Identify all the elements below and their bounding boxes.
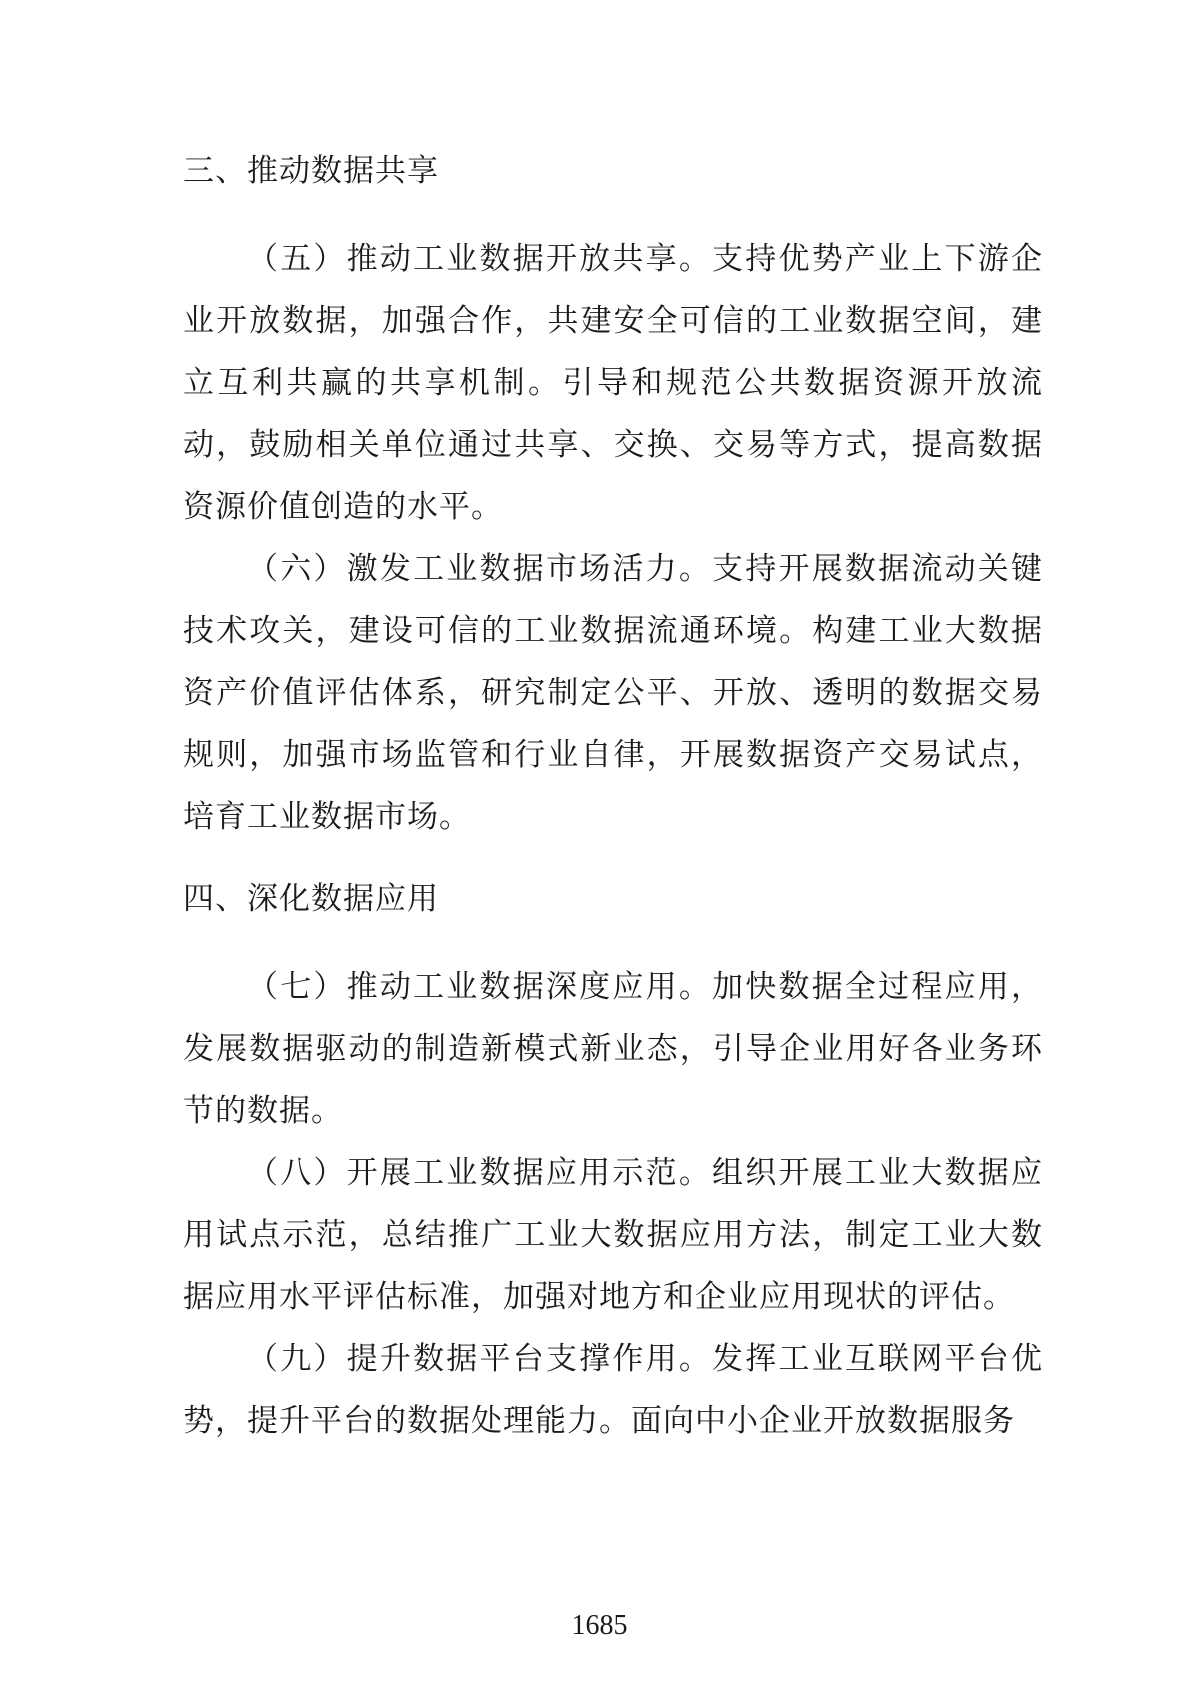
spacer <box>183 202 1043 228</box>
document-body <box>183 140 1043 1452</box>
section-4 <box>183 868 1043 1452</box>
paragraph-6: （六）激发工业数据市场活力。支持开展数据流动关键技术攻关，建设可信的工业数据流通环境。构建工业大数据资产价值评估体系，研究制定公平、开放、透明的数据交易规则，加强市场监管和行业自律，开展数据资产交易试点，培育工业数据市场。 <box>183 551 1043 835</box>
section-heading: 四、深化数据应用 <box>183 881 439 917</box>
section-heading: 三、推动数据共享 <box>183 153 439 189</box>
paragraph-8: （八）开展工业数据应用示范。组织开展工业大数据应用试点示范，总结推广工业大数据应用方法，制定工业大数据应用水平评估标准，加强对地方和企业应用现状的评估。 <box>183 1155 1043 1315</box>
paragraph-9: （九）提升数据平台支撑作用。发挥工业互联网平台优势，提升平台的数据处理能力。面向中小企业开放数据服务 <box>183 1341 1043 1439</box>
spacer <box>183 930 1043 956</box>
section-3 <box>183 140 1043 848</box>
page-number: 1685 <box>571 1610 628 1641</box>
paragraph-5: （五）推动工业数据开放共享。支持优势产业上下游企业开放数据，加强合作，共建安全可信的工业数据空间，建立互利共赢的共享机制。引导和规范公共数据资源开放流动，鼓励相关单位通过共享、交换、交易等方式，提高数据资源价值创造的水平。 <box>183 241 1043 525</box>
spacer <box>183 848 1043 868</box>
paragraph-7: （七）推动工业数据深度应用。加快数据全过程应用，发展数据驱动的制造新模式新业态，引导企业用好各业务环节的数据。 <box>183 969 1043 1129</box>
